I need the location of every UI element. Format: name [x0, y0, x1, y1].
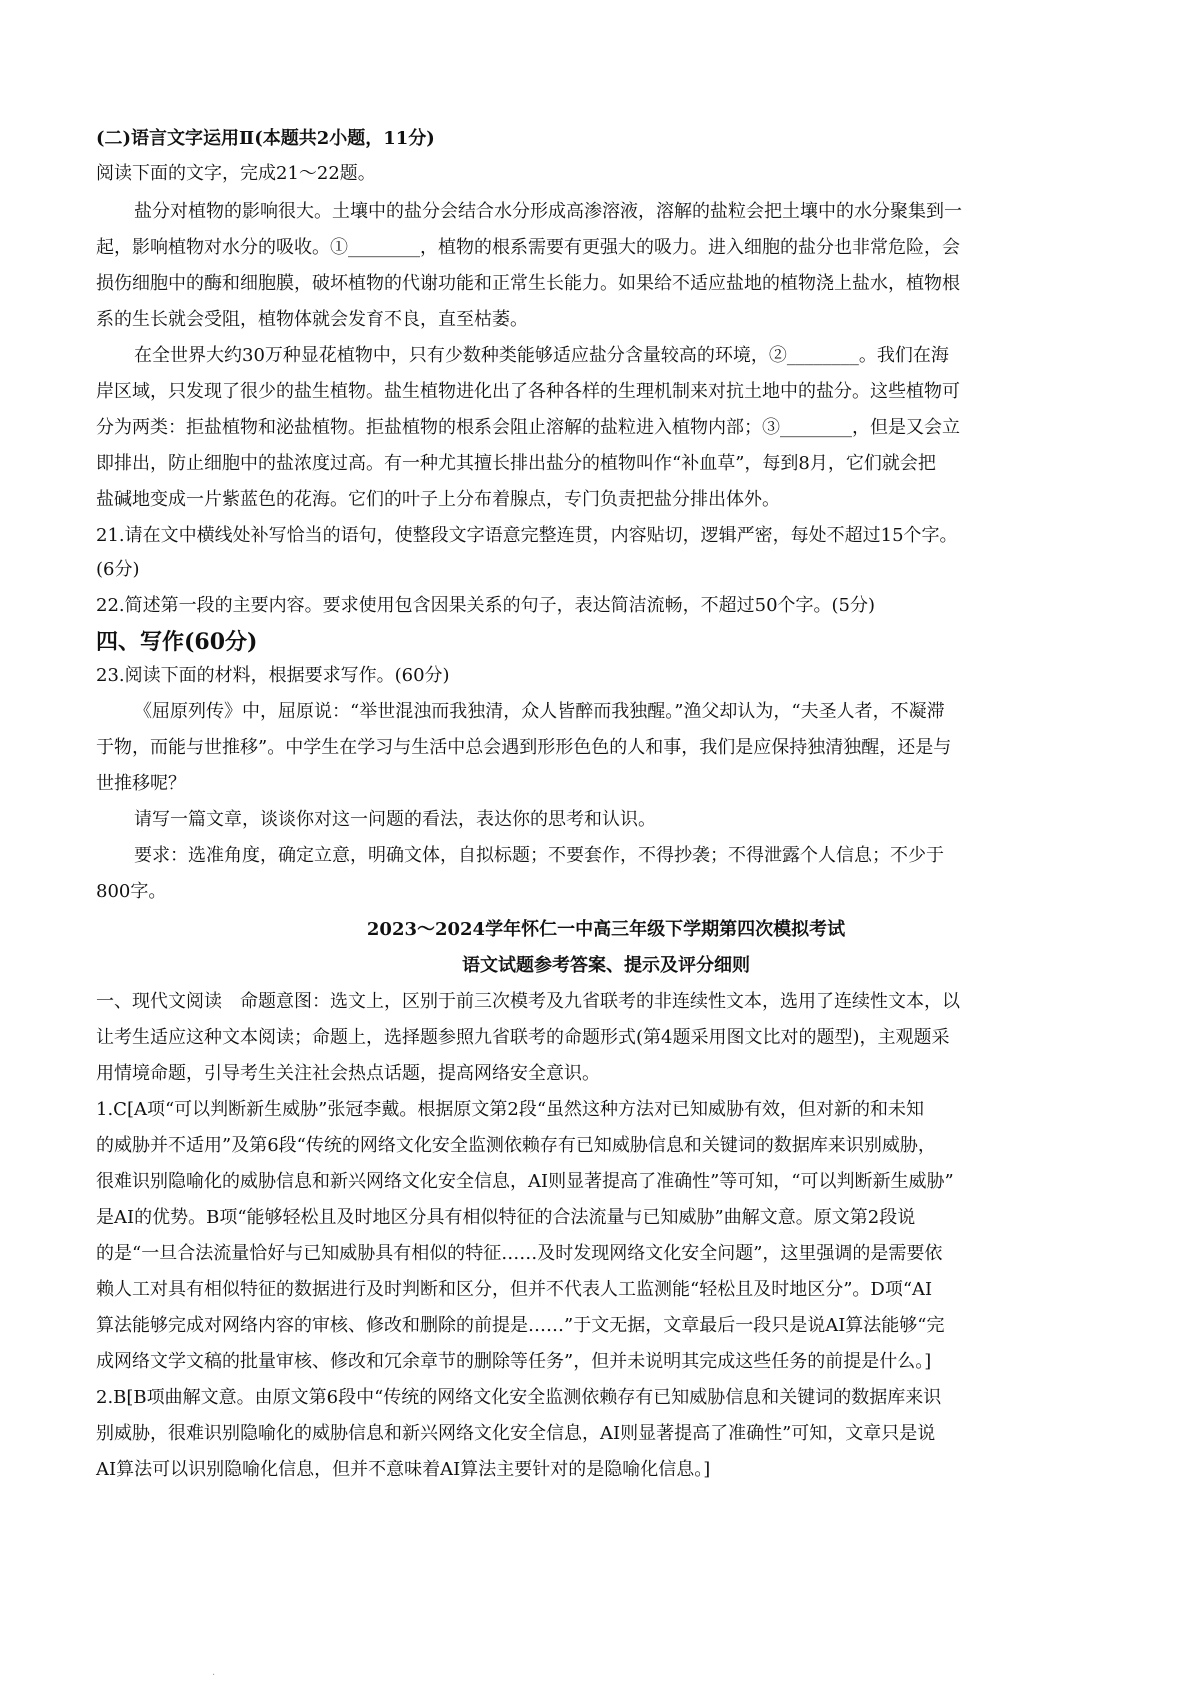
- section-2-title: (二)语言文字运用Ⅱ(本题共2小题，11分): [96, 128, 435, 149]
- answer-intro-line-3: 用情境命题，引导考生关注社会热点话题，提高网络安全意识。: [96, 1063, 600, 1084]
- answer-key-heading-2: 语文试题参考答案、提示及评分细则: [462, 955, 750, 976]
- passage-paragraph-2-line-4: 即排出，防止细胞中的盐浓度过高。有一种尤其擅长排出盐分的植物叫作“补血草”，每到8月，它们就会把: [96, 453, 936, 474]
- section-2-instruction: 阅读下面的文字，完成21～22题。: [96, 163, 376, 184]
- passage-paragraph-1-line-2: 起，影响植物对水分的吸收。①________，植物的根系需要有更强大的吸力。进入细胞的盐分也非常危险，会: [96, 237, 960, 258]
- question-22: 22.简述第一段的主要内容。要求使用包含因果关系的句子，表达简洁流畅，不超过50个字。(5分): [96, 595, 876, 616]
- question-21-line-1: 21.请在文中横线处补写恰当的语句，使整段文字语意完整连贯，内容贴切，逻辑严密，每处不超过15个字。: [96, 525, 958, 546]
- passage-paragraph-1-line-1: 盐分对植物的影响很大。土壤中的盐分会结合水分形成高渗溶液，溶解的盐粒会把土壤中的水分聚集到一: [134, 201, 962, 222]
- answer-1-line-7: 算法能够完成对网络内容的审核、修改和删除的前提是……”于文无据，文章最后一段只是说AI算法能够“完: [96, 1315, 945, 1336]
- writing-material-line-3: 世推移呢？: [96, 773, 186, 794]
- passage-paragraph-2-line-1: 在全世界大约30万种显花植物中，只有少数种类能够适应盐分含量较高的环境，②________。我们在海: [134, 345, 949, 366]
- writing-requirements-line-1: 要求：选准角度，确定立意，明确文体，自拟标题；不要套作，不得抄袭；不得泄露个人信息；不少于: [134, 845, 944, 866]
- answer-1-line-8: 成网络文学文稿的批量审核、修改和冗余章节的删除等任务”，但并未说明其完成这些任务的前提是什么。]: [96, 1351, 932, 1372]
- answer-1-line-2: 的威胁并不适用”及第6段“传统的网络文化安全监测依赖存有已知威胁信息和关键词的数据库来识别威胁，: [96, 1135, 936, 1156]
- answer-1-line-6: 赖人工对具有相似特征的数据进行及时判断和区分，但并不代表人工监测能“轻松且及时地区分”。D项“AI: [96, 1279, 933, 1300]
- answer-2-line-2: 别威胁，很难识别隐喻化的威胁信息和新兴网络文化安全信息，AI则显著提高了准确性”可知，文章只是说: [96, 1423, 936, 1444]
- answer-1-line-3: 很难识别隐喻化的威胁信息和新兴网络文化安全信息，AI则显著提高了准确性”等可知，“可以判断新生威胁”: [96, 1171, 954, 1192]
- passage-paragraph-2-line-3: 分为两类：拒盐植物和泌盐植物。拒盐植物的根系会阻止溶解的盐粒进入植物内部；③________，但是又会立: [96, 417, 960, 438]
- writing-prompt: 请写一篇文章，谈谈你对这一问题的看法，表达你的思考和认识。: [134, 809, 656, 830]
- passage-paragraph-1-line-3: 损伤细胞中的酶和细胞膜，破坏植物的代谢功能和正常生长能力。如果给不适应盐地的植物浇上盐水，植物根: [96, 273, 960, 294]
- question-21-line-2: (6分): [96, 559, 140, 580]
- passage-paragraph-1-line-4: 系的生长就会受阻，植物体就会发育不良，直至枯萎。: [96, 309, 528, 330]
- writing-material-line-1: 《屈原列传》中，屈原说：“举世混浊而我独清，众人皆醉而我独醒。”渔父却认为，“夫圣人者，不凝滞: [134, 701, 945, 722]
- answer-2-line-3: AI算法可以识别隐喻化信息，但并不意味着AI算法主要针对的是隐喻化信息。]: [96, 1459, 711, 1480]
- writing-material-line-2: 于物，而能与世推移”。中学生在学习与生活中总会遇到形形色色的人和事，我们是应保持独清独醒，还是与: [96, 737, 952, 758]
- answer-1-line-1: 1.C[A项“可以判断新生威胁”张冠李戴。根据原文第2段“虽然这种方法对已知威胁有效，但对新的和未知: [96, 1099, 925, 1120]
- answer-2-line-1: 2.B[B项曲解文意。由原文第6段中“传统的网络文化安全监测依赖存有已知威胁信息和关键词的数据库来识: [96, 1387, 942, 1408]
- answer-intro-line-2: 让考生适应这种文本阅读；命题上，选择题参照九省联考的命题形式(第4题采用图文比对的题型)，主观题采: [96, 1027, 950, 1048]
- passage-paragraph-2-line-2: 岸区域，只发现了很少的盐生植物。盐生植物进化出了各种各样的生理机制来对抗土地中的盐分。这些植物可: [96, 381, 960, 402]
- answer-key-heading-1: 2023～2024学年怀仁一中高三年级下学期第四次模拟考试: [366, 919, 846, 940]
- section-4-title: 四、写作(60分): [96, 629, 258, 655]
- writing-requirements-line-2: 800字。: [96, 881, 167, 902]
- answer-1-line-4: 是AI的优势。B项“能够轻松且及时地区分具有相似特征的合法流量与已知威胁”曲解文意。原文第2段说: [96, 1207, 916, 1228]
- passage-paragraph-2-line-5: 盐碱地变成一片紫蓝色的花海。它们的叶子上分布着腺点，专门负责把盐分排出体外。: [96, 489, 780, 510]
- question-23: 23.阅读下面的材料，根据要求写作。(60分): [96, 665, 450, 686]
- answer-intro-line-1: 一、现代文阅读 命题意图：选文上，区别于前三次模考及九省联考的非连续性文本，选用了连续性文本，以: [96, 991, 960, 1012]
- answer-1-line-5: 的是“一旦合法流量恰好与已知威胁具有相似的特征……及时发现网络文化安全问题”，这里强调的是需要依: [96, 1243, 943, 1264]
- page-footer-mark: ·: [212, 1670, 216, 1681]
